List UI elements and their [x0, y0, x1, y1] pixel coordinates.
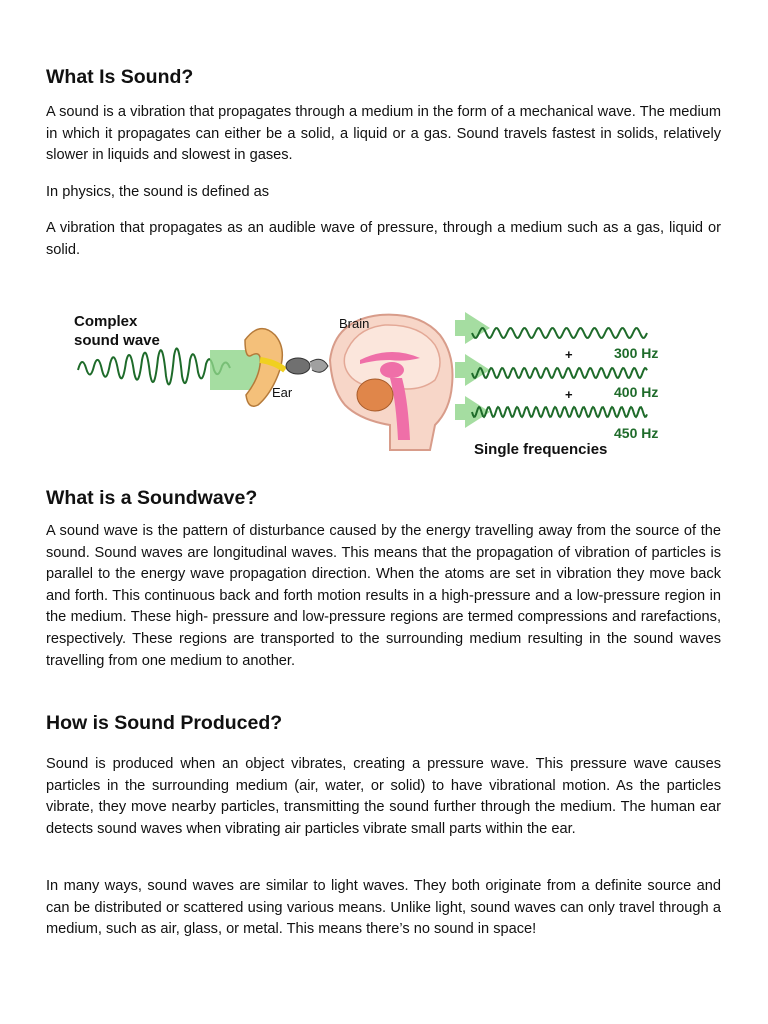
complex-wave — [78, 348, 230, 384]
wave-300hz — [472, 328, 647, 338]
outgoing-arrow-2 — [455, 354, 490, 386]
paragraph-soundwave: A sound wave is the pattern of disturbance caused by the energy travelling away from the source of the sound. Sound waves are longitudinal waves. This means that the propagation of vibration of particles is parallel to the energy wave propagation direction. When the atoms are set in vibration they move back and forth. This continuous back and forth motion results in a high-pressure and a low-pressure region in the medium. These high- pressure and low-pressure regions are termed compressions and rarefactions, respectively. These regions are transported to the surrounding medium resulting in the sound waves travelling from one medium to another. — [46, 523, 721, 669]
cerebellum — [357, 379, 393, 411]
plus-sign-1: + — [565, 347, 573, 362]
paragraph-sound-vs-light: In many ways, sound waves are similar to light waves. They both originate from a definite source and can be distributed or scattered using various means. Unlike light, sound waves can only travel through a medium, such as air, glass, or metal. This means there’s no sound in space! — [46, 878, 721, 938]
wave-450hz — [472, 407, 647, 417]
sound-perception-figure — [60, 300, 720, 470]
label-complex: Complex — [74, 313, 138, 330]
outgoing-arrow-1 — [455, 312, 490, 344]
heading-what-is-sound: What Is Sound? — [46, 66, 194, 88]
thalamus — [380, 362, 404, 378]
wave-400hz — [472, 368, 647, 378]
label-sound-wave: sound wave — [74, 332, 160, 349]
heading-how-sound-produced: How is Sound Produced? — [46, 712, 283, 734]
paragraph-physics-definition: A vibration that propagates as an audible wave of pressure, through a medium such as a gas, liquid or solid. — [46, 220, 721, 258]
paragraph-physics-intro: In physics, the sound is defined as — [46, 184, 270, 200]
label-400hz: 400 Hz — [614, 384, 659, 400]
cochlea — [310, 359, 328, 372]
inner-ear — [286, 358, 310, 374]
label-brain: Brain — [339, 316, 370, 331]
heading-what-is-soundwave: What is a Soundwave? — [46, 487, 258, 509]
label-ear: Ear — [272, 385, 293, 400]
paragraph-sound-produced: Sound is produced when an object vibrates, creating a pressure wave. This pressure wave causes particles in the surrounding medium (air, water, or solid) to have vibrational motion. As the particles vibrate, they move nearby particles, transmitting the sound further through the medium. The human ear detects sound waves when vibrating air particles vibrate small parts within the ear. — [46, 756, 721, 837]
label-single-frequencies: Single frequencies — [474, 441, 608, 458]
plus-sign-2: + — [565, 387, 573, 402]
paragraph-sound-definition: A sound is a vibration that propagates through a medium in the form of a mechanical wave. The medium in which it propagates can either be a solid, a liquid or a gas. Sound travels fastest in solids, relatively slower in liquids and slowest in gases. — [46, 104, 721, 164]
label-300hz: 300 Hz — [614, 345, 659, 361]
label-450hz: 450 Hz — [614, 425, 659, 441]
